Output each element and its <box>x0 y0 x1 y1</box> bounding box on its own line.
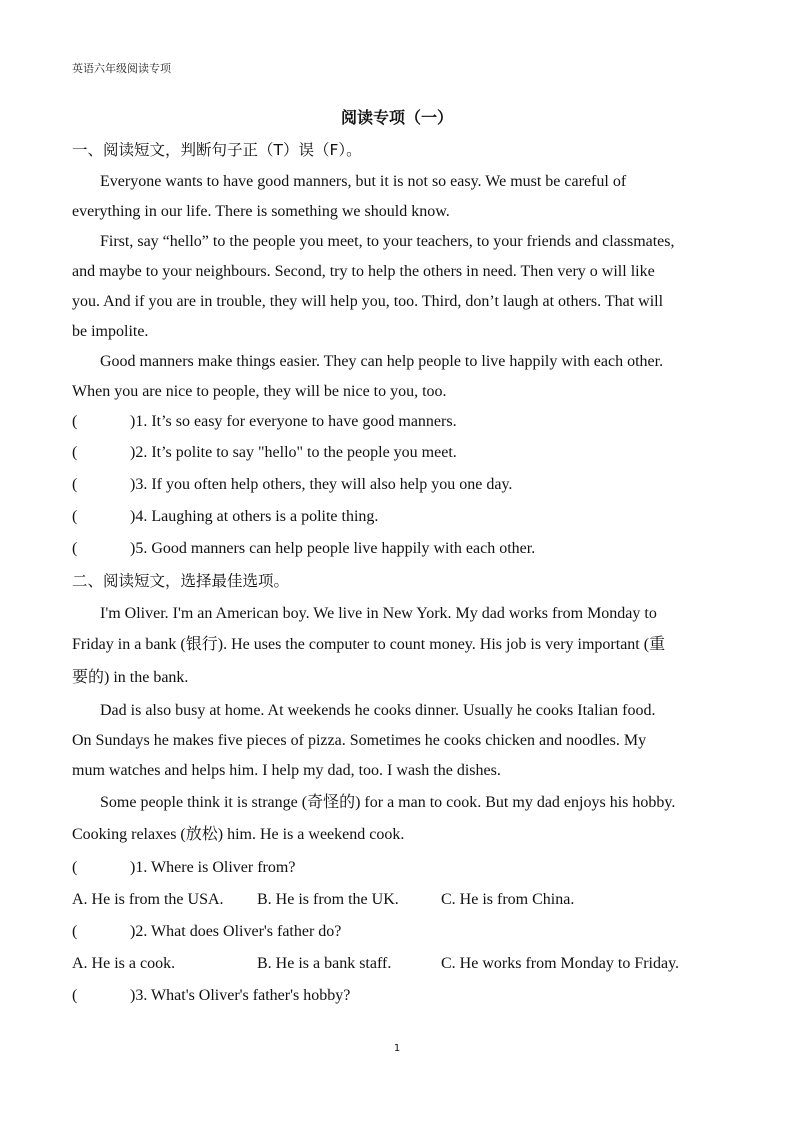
passage2-line: Some people think it is strange (奇怪的) for a man to cook. But my dad enjoys his hobby. <box>100 794 676 811</box>
option-b: B. He is from the UK. <box>257 891 399 908</box>
passage1-line: and maybe to your neighbours. Second, try to help the others in need. Then very o will like <box>72 263 655 280</box>
option-b: B. He is a bank staff. <box>257 955 392 972</box>
answer-blank[interactable]: ( <box>72 987 78 1004</box>
passage2-line: On Sundays he makes five pieces of pizza. Sometimes he cooks chicken and noodles. My <box>72 732 647 749</box>
tf-question-5 <box>72 539 535 559</box>
section1-heading: 一、阅读短文，判断句子正（T）误（F）。 <box>72 141 362 159</box>
question-text: )3. If you often help others, they will also help you one day. <box>130 476 513 493</box>
passage2-line: Dad is also busy at home. At weekends he cooks dinner. Usually he cooks Italian food. <box>100 702 656 719</box>
option-c: C. He works from Monday to Friday. <box>441 955 680 972</box>
tf-question-2 <box>72 443 457 463</box>
passage1-line: When you are nice to people, they will be nice to you, too. <box>72 383 447 400</box>
passage1-line: be impolite. <box>72 323 149 340</box>
question-text: )4. Laughing at others is a polite thing. <box>130 508 379 525</box>
question-text: )1. Where is Oliver from? <box>130 859 296 876</box>
passage1-line: you. And if you are in trouble, they will help you, too. Third, don’t laugh at others. That will <box>72 293 664 310</box>
mc-question-3 <box>72 986 350 1006</box>
answer-blank[interactable]: ( <box>72 413 78 430</box>
question-text: )5. Good manners can help people live happily with each other. <box>130 540 536 557</box>
question-text: )2. What does Oliver's father do? <box>130 923 342 940</box>
passage1-line: Good manners make things easier. They can help people to live happily with each other. <box>100 353 664 370</box>
passage2-line: Cooking relaxes (放松) him. He is a weekend cook. <box>72 826 405 843</box>
mc-question-1 <box>72 858 295 878</box>
answer-blank[interactable]: ( <box>72 444 78 461</box>
option-c: C. He is from China. <box>441 891 575 908</box>
passage1-line: First, say “hello” to the people you meet, to your teachers, to your friends and classmates, <box>100 233 675 250</box>
header-note: 英语六年级阅读专项 <box>72 62 171 75</box>
page-title: 阅读专项（一） <box>340 108 453 127</box>
mc-question-2 <box>72 922 341 942</box>
answer-blank[interactable]: ( <box>72 476 78 493</box>
question-text: )1. It’s so easy for everyone to have good manners. <box>130 413 457 430</box>
passage2-line: Friday in a bank (银行). He uses the computer to count money. His job is very important (重 <box>72 636 666 653</box>
tf-question-3 <box>72 475 512 495</box>
option-a: A. He is from the USA. <box>72 891 224 908</box>
passage1-line: Everyone wants to have good manners, but it is not so easy. We must be careful of <box>100 173 627 190</box>
answer-blank[interactable]: ( <box>72 540 78 557</box>
answer-blank[interactable]: ( <box>72 508 78 525</box>
page-number: 1 <box>393 1043 401 1054</box>
question-text: )2. It’s polite to say "hello" to the people you meet. <box>130 444 457 461</box>
passage2-line: I'm Oliver. I'm an American boy. We live in New York. My dad works from Monday to <box>100 605 657 622</box>
question-text: )3. What's Oliver's father's hobby? <box>130 987 351 1004</box>
passage2-line: mum watches and helps him. I help my dad, too. I wash the dishes. <box>72 762 501 779</box>
option-a: A. He is a cook. <box>72 955 176 972</box>
passage2-line: 要的) in the bank. <box>72 669 189 686</box>
tf-question-1 <box>72 412 457 432</box>
tf-question-4 <box>72 507 378 527</box>
answer-blank[interactable]: ( <box>72 859 78 876</box>
section2-heading: 二、阅读短文，选择最佳选项。 <box>72 572 290 590</box>
answer-blank[interactable]: ( <box>72 923 78 940</box>
passage1-line: everything in our life. There is something we should know. <box>72 203 450 220</box>
